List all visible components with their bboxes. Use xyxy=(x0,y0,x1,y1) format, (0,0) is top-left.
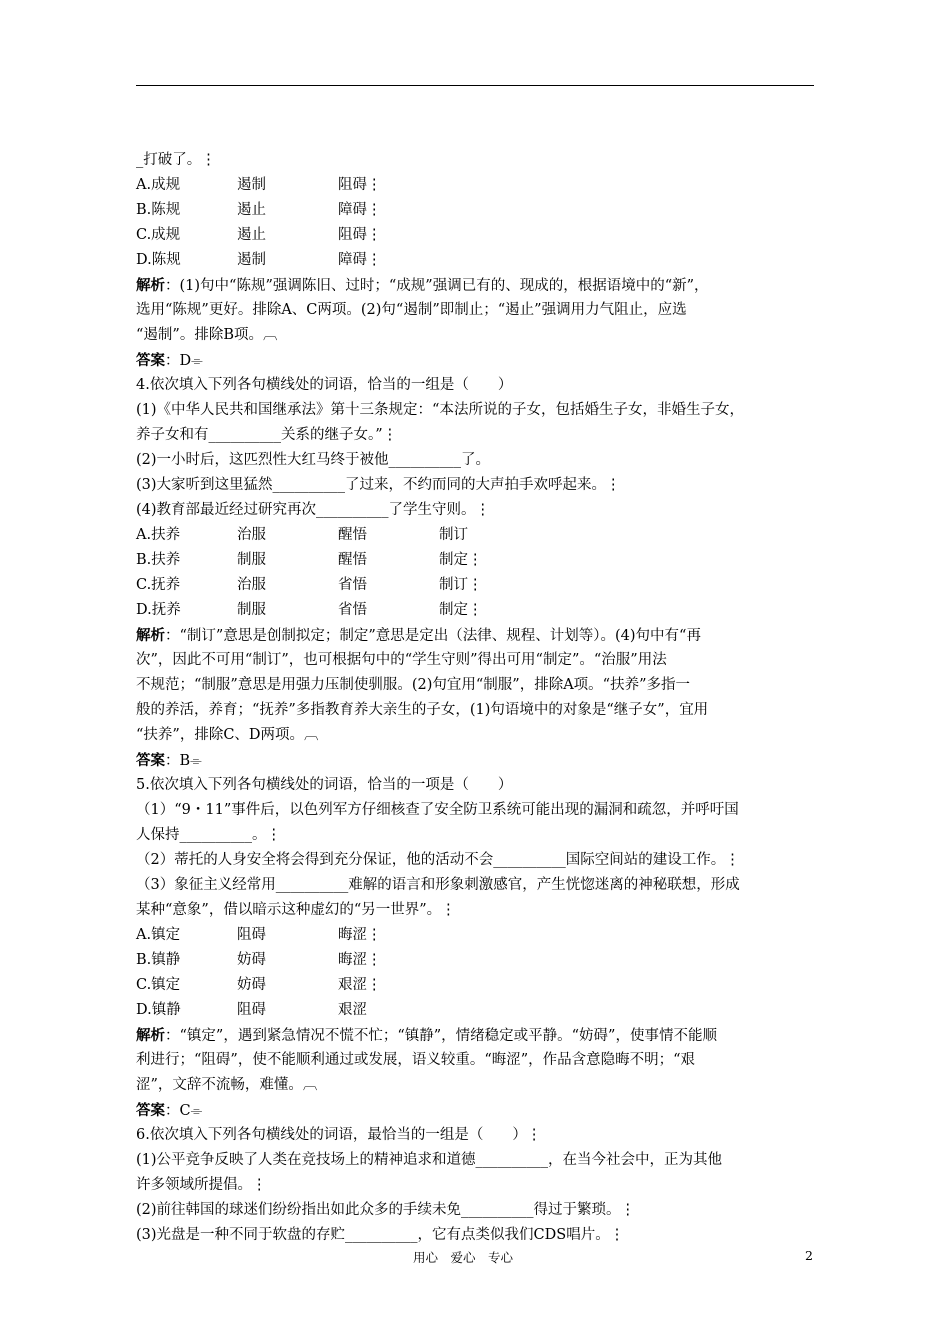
analysis-label: 解析 xyxy=(136,627,165,644)
q3-tail: _打破了。⋮ xyxy=(136,152,216,168)
q3-answer: 答案：D⌯ xyxy=(136,352,203,369)
q6-stem: 6.依次填入下列各句横线处的词语，最恰当的一组是（ ）⋮ xyxy=(136,1127,542,1143)
page-footer xyxy=(0,1248,950,1268)
q4-item: (3)大家听到这里猛然__________了过来，不约而同的大声拍手欢呼起来。⋮ xyxy=(136,477,621,493)
q3-option-d: D.陈规 遏制 障碍⋮ xyxy=(136,252,382,268)
q4-option-c: C.抚养 治服 省悟 制订⋮ xyxy=(136,577,483,593)
q4-stem: 4.依次填入下列各句横线处的词语，恰当的一组是（ ） xyxy=(136,377,513,393)
q5-analysis-line: 利进行；“阻碍”，使不能顺利通过或发展，语义较重。“晦涩”，作品含意隐晦不明；“艰 xyxy=(136,1052,696,1068)
q5-option-a: A.镇定 阻碍 晦涩⋮ xyxy=(136,927,382,943)
q5-item: 人保持__________。⋮ xyxy=(136,827,281,843)
q5-answer: 答案：C⌯ xyxy=(136,1102,203,1119)
analysis-label: 解析 xyxy=(136,1027,165,1044)
q3-analysis-line: “遏制”。排除B项。︹ xyxy=(136,327,278,343)
q4-analysis-line: 解析：“制订”意思是创制拟定；制定”意思是定出（法律、规程、计划等）。(4)句中有“再 xyxy=(136,627,701,644)
q4-item: (4)教育部最近经过研究再次__________了学生守则。⋮ xyxy=(136,502,491,518)
q5-option-d: D.镇静 阻碍 艰涩 xyxy=(136,1002,367,1018)
q3-option-b: B.陈规 遏止 障碍⋮ xyxy=(136,202,382,218)
document-body xyxy=(136,148,816,1248)
answer-label: 答案 xyxy=(136,752,165,769)
footer-text: 用心 爱心 专心 xyxy=(413,1250,514,1265)
q3-option-a: A.成规 遏制 阻碍⋮ xyxy=(136,177,382,193)
q6-item: (1)公平竞争反映了人类在竞技场上的精神追求和道德__________，在当今社会中，正为其他 xyxy=(136,1152,723,1168)
answer-label: 答案 xyxy=(136,1102,165,1119)
q4-item: (1)《中华人民共和国继承法》第十三条规定：“本法所说的子女，包括婚生子女，非婚生子女， xyxy=(136,402,744,418)
q5-option-c: C.镇定 妨碍 艰涩⋮ xyxy=(136,977,382,993)
analysis-label: 解析 xyxy=(136,277,165,294)
q5-item: （1）“9・11”事件后，以色列军方仔细核查了安全防卫系统可能出现的漏洞和疏忽，并呼吁国 xyxy=(136,802,739,818)
q4-option-a: A.扶养 治服 醒悟 制订 xyxy=(136,527,468,543)
q5-option-b: B.镇静 妨碍 晦涩⋮ xyxy=(136,952,382,968)
q5-analysis-line: 涩”，文辞不流畅，难懂。︹ xyxy=(136,1077,318,1093)
q4-analysis-line: 不规范；“制服”意思是用强力压制使驯服。(2)句宜用“制服”，排除A项。“扶养”多指一 xyxy=(136,677,690,693)
q4-item: 养子女和有__________关系的继子女。”⋮ xyxy=(136,427,398,443)
q4-answer: 答案：B⌯ xyxy=(136,752,202,769)
q5-item: （3）象征主义经常用__________难解的语言和形象刺激感官，产生恍惚迷离的神秘联想，形成 xyxy=(136,877,740,893)
q4-option-d: D.抚养 制服 省悟 制定⋮ xyxy=(136,602,483,618)
header-rule xyxy=(136,85,814,86)
q6-item: 许多领域所提倡。⋮ xyxy=(136,1177,267,1193)
q5-analysis-line: 解析：“镇定”，遇到紧急情况不慌不忙；“镇静”，情绪稳定或平静。“妨碍”，使事情不能顺 xyxy=(136,1027,717,1044)
q5-stem: 5.依次填入下列各句横线处的词语，恰当的一项是（ ） xyxy=(136,777,513,793)
q3-analysis-line: 解析：(1)句中“陈规”强调陈旧、过时；“成规”强调已有的、现成的，根据语境中的“新”， xyxy=(136,277,709,294)
q6-item: (2)前往韩国的球迷们纷纷指出如此众多的手续未免__________得过于繁琐。⋮ xyxy=(136,1202,636,1218)
q4-item: (2)一小时后，这匹烈性大红马终于被他__________了。 xyxy=(136,452,491,468)
q5-item: （2）蒂托的人身安全将会得到充分保证，他的活动不会__________国际空间站的建设工作。⋮ xyxy=(136,852,740,868)
q3-option-c: C.成规 遏止 阻碍⋮ xyxy=(136,227,382,243)
q4-analysis-line: 次”，因此不可用“制订”，也可根据句中的“学生守则”得出可用“制定”。“治服”用法 xyxy=(136,652,667,668)
q3-analysis-line: 选用“陈规”更好。排除A、C两项。(2)句“遏制”即制止；“遏止”强调用力气阻止，应选 xyxy=(136,302,687,318)
q4-option-b: B.扶养 制服 醒悟 制定⋮ xyxy=(136,552,483,568)
q6-item: (3)光盘是一种不同于软盘的存贮__________，它有点类似我们CDS唱片。⋮ xyxy=(136,1227,625,1243)
q4-analysis-line: 般的养活，养育；“抚养”多指教育养大亲生的子女，(1)句语境中的对象是“继子女”，宜用 xyxy=(136,702,709,718)
page-number: 2 xyxy=(805,1248,813,1263)
q5-item: 某种“意象”，借以暗示这种虚幻的“另一世界”。⋮ xyxy=(136,902,456,918)
q4-analysis-line: “扶养”，排除C、D两项。︹ xyxy=(136,727,319,743)
answer-label: 答案 xyxy=(136,352,165,369)
